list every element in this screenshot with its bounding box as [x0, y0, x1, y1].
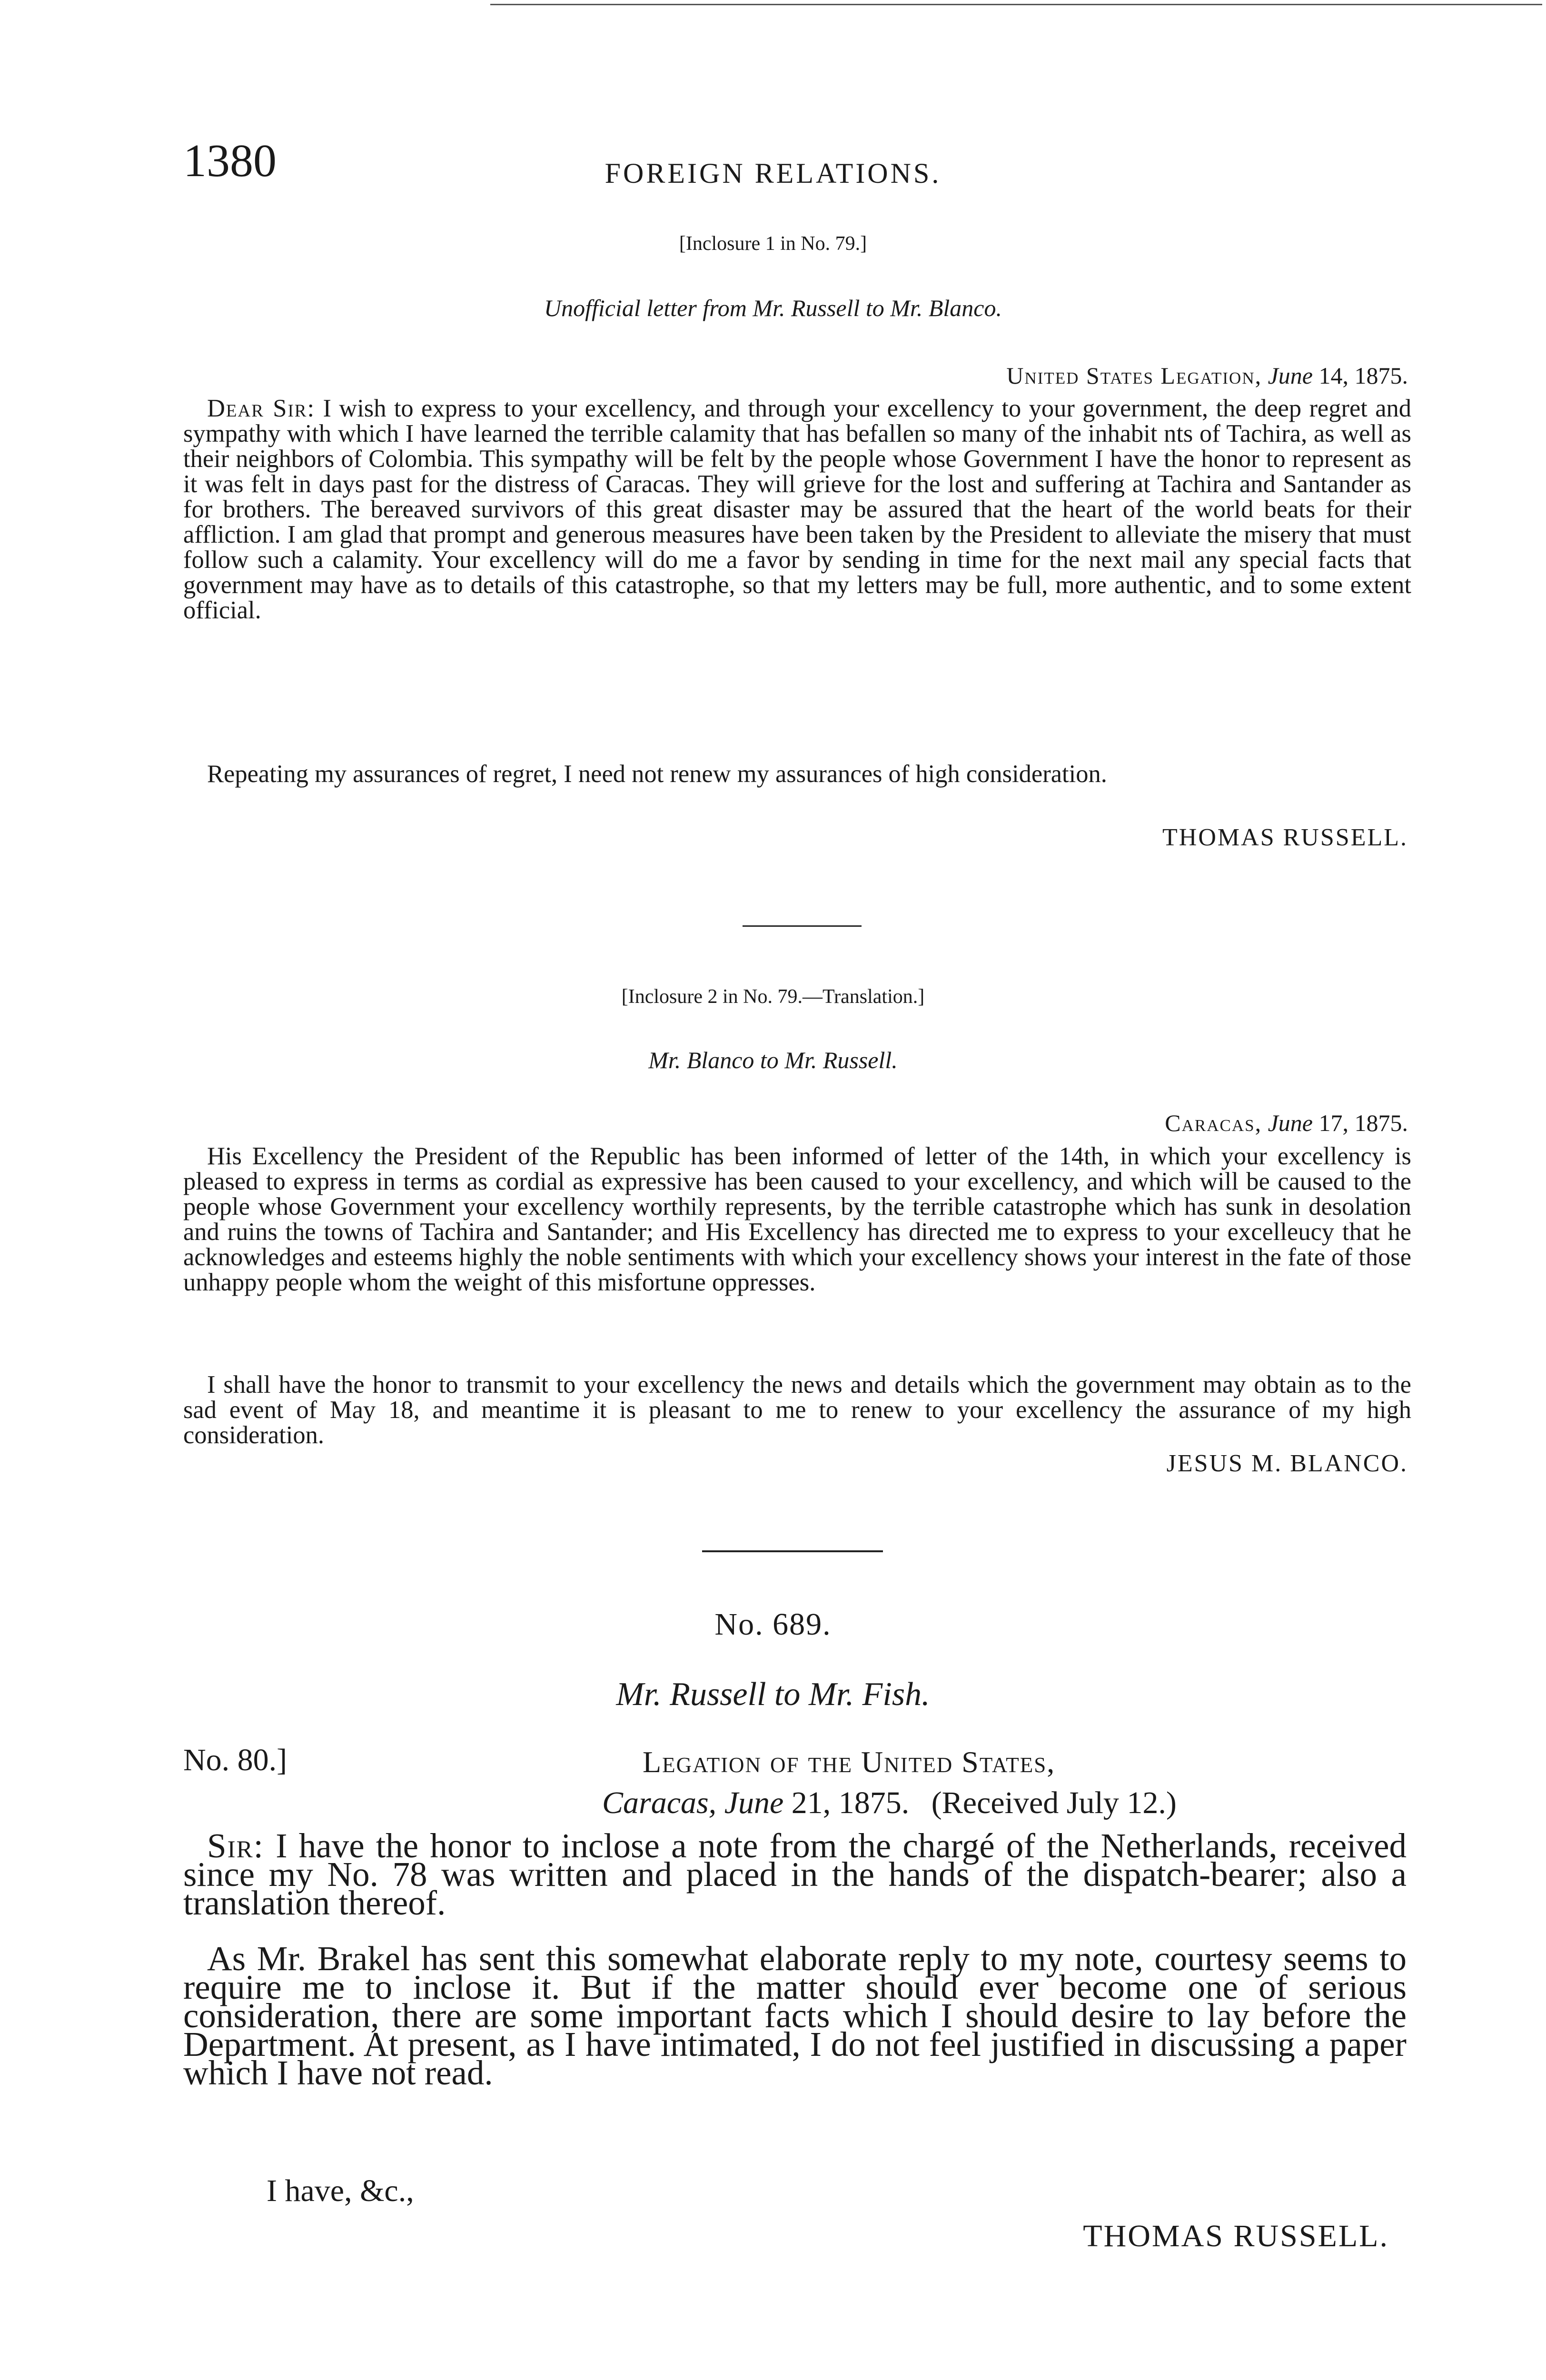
document-title: Mr. Russell to Mr. Fish.	[616, 1676, 930, 1713]
dateline-date: 17, 1875.	[1318, 1110, 1408, 1136]
document-divider	[702, 1550, 883, 1552]
dateline-place: United States Legation,	[1006, 362, 1262, 389]
dateline-month: June	[724, 1785, 784, 1820]
dateline-date: 21, 1875.	[791, 1785, 910, 1820]
enclosure-1-signature: THOMAS RUSSELL.	[1162, 824, 1408, 851]
salutation: Sir:	[207, 1826, 264, 1865]
enclosure-1-paragraph-2: Repeating my assurances of regret, I need not renew my assurances of high consideration.	[207, 760, 1107, 788]
dateline-date: 14, 1875.	[1318, 362, 1408, 389]
legation-heading: Legation of the United States,	[643, 1745, 1056, 1779]
page-number: 1380	[183, 135, 277, 187]
dateline-month: June	[1268, 362, 1313, 389]
document-paragraph-2: As Mr. Brakel has sent this somewhat elaborate reply to my note, courtesy seems to require me to inclose it. But if the matter should ever become one of serious consideration, there are some important facts which I should desire to lay before the Department. At present, as I have intimated, I do not feel justified in discussing a paper which I have not read.	[183, 1939, 1407, 2092]
enclosure-1-title: Unofficial letter from Mr. Russell to Mr. Blanco.	[544, 295, 1002, 321]
received-note: (Received July 12.)	[931, 1785, 1177, 1820]
paragraph-text: I wish to express to your excellency, and through your excellency to your government, the deep regret and sympathy with which I have learned the terrible calamity that has befallen so many of the inhabit nts of Tachira, as well as their neighbors of Colombia. This sympathy will be felt by the people whose Government I have the honor to represent as it was felt in days past for the distress of Caracas. They will grieve for the lost and suffering at Tachira and Santander as for brothers. The bereaved survivors of this great disaster may be assured that the heart of the world beats for their affliction. I am glad that prompt and generous measures have been taken by the President to alleviate the misery that must follow such a calamity. Your excellency will do me a favor by sending in time for the next mail any special facts that government may have as to details of this catastrophe, so that my letters may be full, more authentic, and to some extent official.	[183, 395, 1412, 624]
dispatch-number: No. 80.]	[183, 1743, 287, 1777]
enclosure-1-dateline	[1006, 362, 1408, 389]
running-head: FOREIGN RELATIONS.	[605, 158, 941, 189]
section-divider	[743, 925, 862, 927]
enclosure-1-label: [Inclosure 1 in No. 79.]	[679, 233, 867, 255]
paragraph-text: I have the honor to inclose a note from the chargé of the Netherlands, received since my No. 78 was written and placed in the hands of the dispatch-bearer; also a translation thereof.	[183, 1826, 1407, 1922]
enclosure-2-dateline	[1165, 1109, 1408, 1137]
document-number: No. 689.	[714, 1607, 832, 1642]
document-dateline	[602, 1785, 1177, 1821]
dateline-place: Caracas,	[1165, 1110, 1262, 1136]
enclosure-2-title: Mr. Blanco to Mr. Russell.	[648, 1047, 898, 1073]
document-signature: THOMAS RUSSELL.	[1083, 2219, 1389, 2253]
closing-line: I have, &c.,	[267, 2173, 414, 2208]
enclosure-2-paragraph-1: His Excellency the President of the Republic has been informed of letter of the 14th, in which your excellency is pleased to express in terms as cordial as expressive has been caused to your excellency, and which will be caused to the people whose Government your excellency worthily represents, by the terrible catastrophe which has sunk in desolation and ruins the towns of Tachira and Santander; and His Excellency has directed me to express to your excelleucy that he acknowledges and esteems highly the noble sentiments with which your excellency shows your interest in the fate of those unhappy people whom the weight of this misfortune oppresses.	[183, 1142, 1411, 1296]
dateline-place: Caracas,	[602, 1785, 717, 1820]
enclosure-2-label: [Inclosure 2 in No. 79.—Translation.]	[621, 986, 925, 1008]
dateline-month: June	[1268, 1110, 1313, 1136]
salutation: Dear Sir:	[207, 395, 316, 422]
top-border-line	[490, 4, 1542, 5]
document-paragraph-1	[183, 1826, 1407, 1922]
enclosure-1-paragraph-1	[183, 396, 1411, 623]
enclosure-2-paragraph-2: I shall have the honor to transmit to your excellency the news and details which the government may obtain as to the sad event of May 18, and meantime it is pleasant to me to renew to your excellency the assurance of my high consideration.	[183, 1371, 1411, 1449]
enclosure-2-signature: JESUS M. BLANCO.	[1166, 1450, 1408, 1477]
